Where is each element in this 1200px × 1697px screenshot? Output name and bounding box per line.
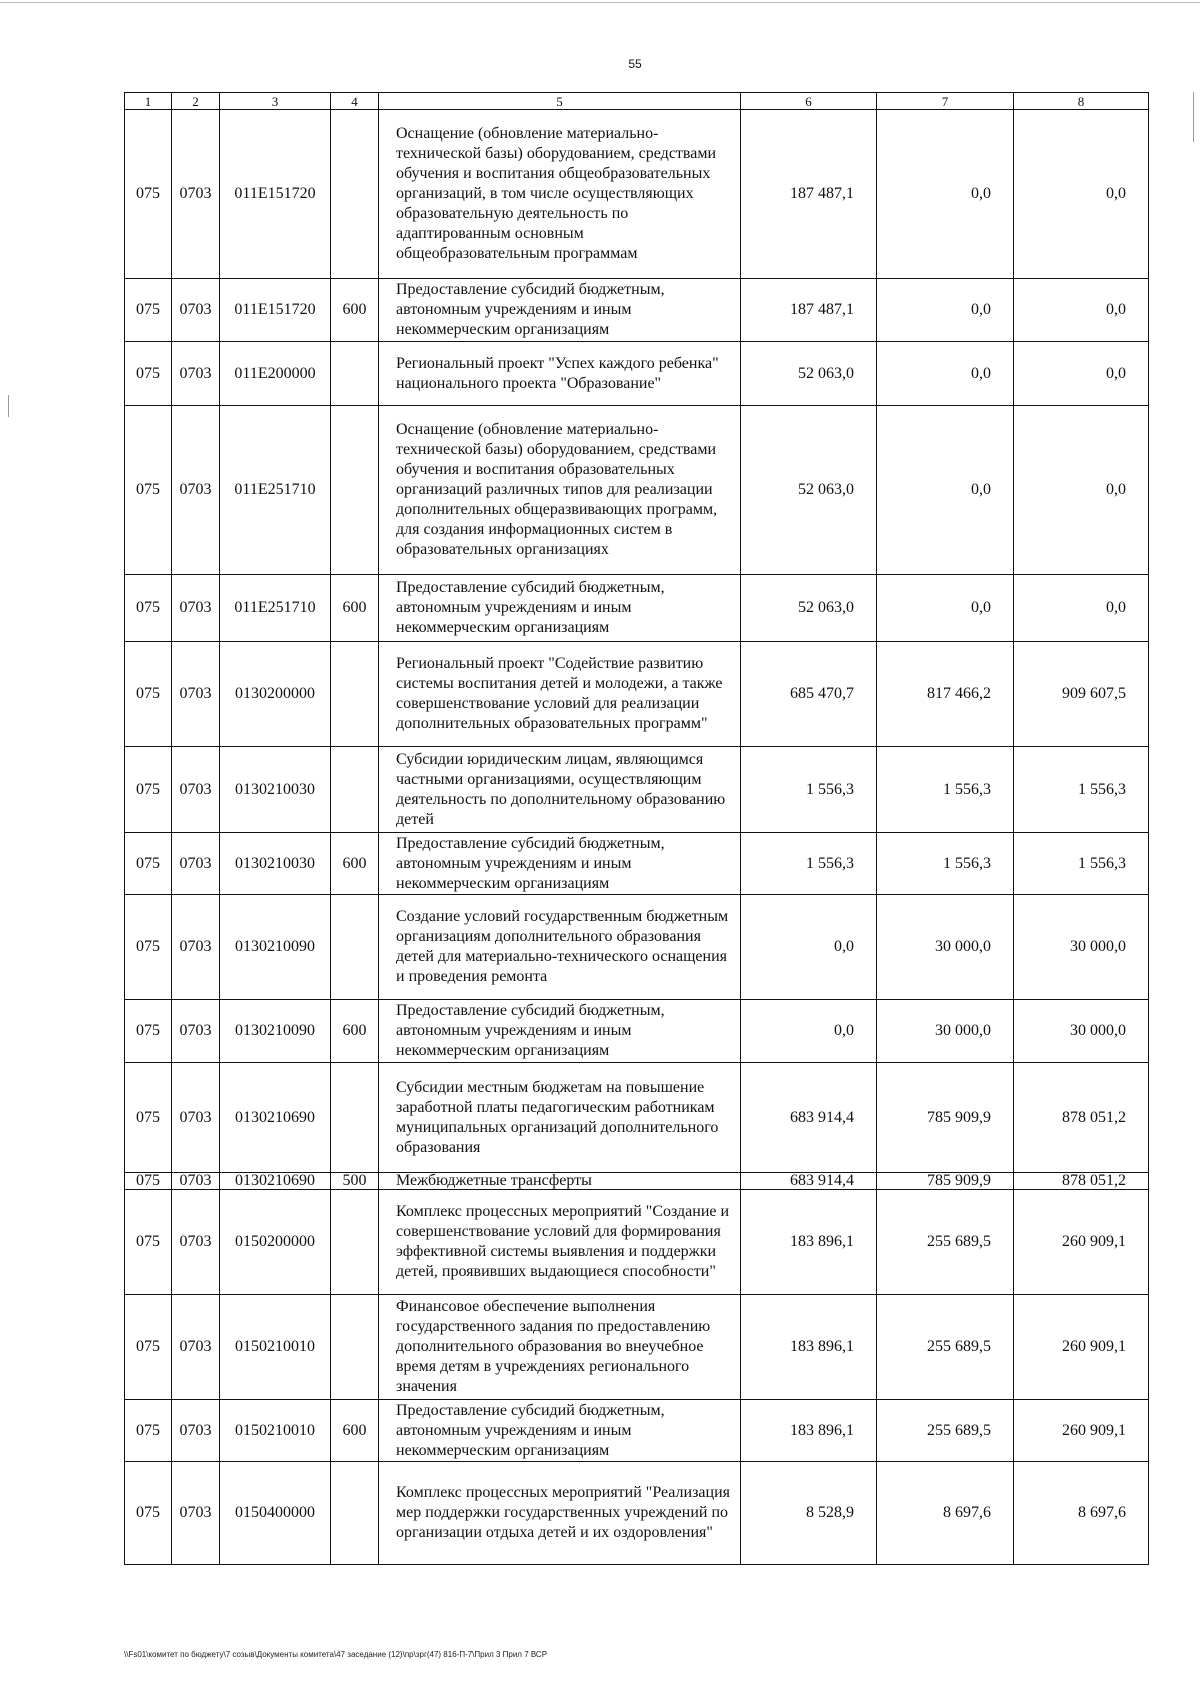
target-article-cell: 0130210090 [220,895,331,1000]
ministry-code-cell: 075 [125,642,172,747]
description-cell: Региональный проект "Содействие развитию системы воспитания детей и молодежи, а также совершенствование условий для реализации дополнительных образовательных программ" [379,642,741,747]
table-row [125,1173,1149,1190]
amount-col8-cell: 878 051,2 [1014,1173,1149,1190]
table-row [125,895,1149,1000]
description-cell: Межбюджетные трансферты [379,1173,741,1190]
amount-col6-cell: 187 487,1 [741,110,877,279]
target-article-cell: 0130210030 [220,833,331,895]
table-row [125,642,1149,747]
amount-col7-cell: 30 000,0 [877,1000,1014,1063]
amount-col8-cell: 909 607,5 [1014,642,1149,747]
amount-col6-cell: 183 896,1 [741,1295,877,1400]
column-header: 3 [220,93,331,110]
expense-type-cell [331,747,379,833]
amount-col6-cell: 52 063,0 [741,575,877,642]
page-number: 55 [628,57,642,71]
section-code-cell: 0703 [172,747,220,833]
description-cell: Субсидии местным бюджетам на повышение заработной платы педагогическим работникам муниципальных организаций дополнительного образования [379,1063,741,1173]
expense-type-cell [331,1295,379,1400]
budget-table [124,92,1149,1565]
description-cell: Оснащение (обновление материально-технической базы) оборудованием, средствами обучения и воспитания образовательных организаций различных типов для реализации дополнительных общеразвивающих программ, для создания информационных систем в образовательных организациях [379,406,741,575]
amount-col7-cell: 255 689,5 [877,1190,1014,1295]
ministry-code-cell: 075 [125,279,172,342]
column-header: 5 [379,93,741,110]
ministry-code-cell: 075 [125,342,172,406]
amount-col7-cell: 785 909,9 [877,1173,1014,1190]
table-row [125,747,1149,833]
target-article-cell: 0150210010 [220,1400,331,1462]
expense-type-cell: 500 [331,1173,379,1190]
amount-col8-cell: 0,0 [1014,110,1149,279]
table-row [125,342,1149,406]
amount-col8-cell: 0,0 [1014,279,1149,342]
section-code-cell: 0703 [172,406,220,575]
section-code-cell: 0703 [172,1400,220,1462]
target-article-cell: 0130210690 [220,1173,331,1190]
top-scan-edge [0,2,1200,3]
amount-col8-cell: 1 556,3 [1014,833,1149,895]
ministry-code-cell: 075 [125,747,172,833]
ministry-code-cell: 075 [125,575,172,642]
section-code-cell: 0703 [172,1000,220,1063]
description-cell: Оснащение (обновление материально-технической базы) оборудованием, средствами обучения и воспитания общеобразовательных организаций, в том числе осуществляющих образовательную деятельность по адаптированным основным общеобразовательным программам [379,110,741,279]
section-code-cell: 0703 [172,110,220,279]
ministry-code-cell: 075 [125,406,172,575]
amount-col6-cell: 1 556,3 [741,833,877,895]
section-code-cell: 0703 [172,575,220,642]
amount-col8-cell: 0,0 [1014,575,1149,642]
expense-type-cell [331,1190,379,1295]
amount-col6-cell: 52 063,0 [741,406,877,575]
expense-type-cell: 600 [331,1000,379,1063]
target-article-cell: 011E151720 [220,279,331,342]
right-margin-mark [1193,92,1194,142]
description-cell: Создание условий государственным бюджетным организациям дополнительного образования детей для материально-технического оснащения и проведения ремонта [379,895,741,1000]
left-margin-mark [8,395,9,417]
target-article-cell: 0150200000 [220,1190,331,1295]
expense-type-cell: 600 [331,279,379,342]
table-row [125,1295,1149,1400]
target-article-cell: 0150400000 [220,1462,331,1565]
description-cell: Финансовое обеспечение выполнения государственного задания по предоставлению дополнительного образования во внеучебное время детям в учреждениях регионального значения [379,1295,741,1400]
section-code-cell: 0703 [172,1190,220,1295]
amount-col8-cell: 30 000,0 [1014,1000,1149,1063]
description-cell: Предоставление субсидий бюджетным, автономным учреждениям и иным некоммерческим организациям [379,833,741,895]
amount-col7-cell: 255 689,5 [877,1400,1014,1462]
amount-col7-cell: 255 689,5 [877,1295,1014,1400]
ministry-code-cell: 075 [125,1190,172,1295]
ministry-code-cell: 075 [125,1400,172,1462]
amount-col7-cell: 0,0 [877,575,1014,642]
target-article-cell: 0130210030 [220,747,331,833]
expense-type-cell [331,642,379,747]
column-header: 7 [877,93,1014,110]
expense-type-cell [331,406,379,575]
column-header: 2 [172,93,220,110]
expense-type-cell: 600 [331,1400,379,1462]
target-article-cell: 011E151720 [220,110,331,279]
amount-col8-cell: 260 909,1 [1014,1295,1149,1400]
column-header: 4 [331,93,379,110]
amount-col7-cell: 0,0 [877,110,1014,279]
table-row [125,1000,1149,1063]
amount-col6-cell: 183 896,1 [741,1400,877,1462]
amount-col8-cell: 260 909,1 [1014,1400,1149,1462]
table-row [125,110,1149,279]
column-header: 1 [125,93,172,110]
amount-col7-cell: 8 697,6 [877,1462,1014,1565]
amount-col8-cell: 1 556,3 [1014,747,1149,833]
expense-type-cell: 600 [331,575,379,642]
amount-col6-cell: 683 914,4 [741,1173,877,1190]
section-code-cell: 0703 [172,342,220,406]
ministry-code-cell: 075 [125,1063,172,1173]
target-article-cell: 011E251710 [220,575,331,642]
target-article-cell: 011E251710 [220,406,331,575]
amount-col6-cell: 683 914,4 [741,1063,877,1173]
column-number-row [125,93,1149,110]
section-code-cell: 0703 [172,642,220,747]
amount-col7-cell: 30 000,0 [877,895,1014,1000]
column-header: 6 [741,93,877,110]
amount-col6-cell: 183 896,1 [741,1190,877,1295]
target-article-cell: 0130210690 [220,1063,331,1173]
amount-col6-cell: 0,0 [741,1000,877,1063]
table-row [125,1063,1149,1173]
expense-type-cell [331,1462,379,1565]
section-code-cell: 0703 [172,833,220,895]
expense-type-cell [331,1063,379,1173]
expense-type-cell [331,342,379,406]
description-cell: Предоставление субсидий бюджетным, автономным учреждениям и иным некоммерческим организациям [379,1400,741,1462]
amount-col8-cell: 878 051,2 [1014,1063,1149,1173]
table-row [125,833,1149,895]
table-row [125,1462,1149,1565]
expense-type-cell [331,895,379,1000]
ministry-code-cell: 075 [125,895,172,1000]
description-cell: Предоставление субсидий бюджетным, автономным учреждениям и иным некоммерческим организациям [379,1000,741,1063]
description-cell: Субсидии юридическим лицам, являющимся частными организациями, осуществляющим деятельность по дополнительному образованию детей [379,747,741,833]
amount-col7-cell: 0,0 [877,279,1014,342]
ministry-code-cell: 075 [125,1000,172,1063]
amount-col6-cell: 52 063,0 [741,342,877,406]
table-row [125,1400,1149,1462]
table-row [125,279,1149,342]
expense-type-cell: 600 [331,833,379,895]
section-code-cell: 0703 [172,1173,220,1190]
target-article-cell: 0150210010 [220,1295,331,1400]
target-article-cell: 0130210090 [220,1000,331,1063]
table-row [125,575,1149,642]
budget-table-wrapper [124,92,1148,1565]
amount-col6-cell: 685 470,7 [741,642,877,747]
amount-col8-cell: 0,0 [1014,406,1149,575]
ministry-code-cell: 075 [125,833,172,895]
column-header: 8 [1014,93,1149,110]
expense-type-cell [331,110,379,279]
section-code-cell: 0703 [172,1295,220,1400]
section-code-cell: 0703 [172,1063,220,1173]
ministry-code-cell: 075 [125,1462,172,1565]
ministry-code-cell: 075 [125,110,172,279]
amount-col7-cell: 0,0 [877,406,1014,575]
section-code-cell: 0703 [172,279,220,342]
description-cell: Предоставление субсидий бюджетным, автономным учреждениям и иным некоммерческим организациям [379,575,741,642]
amount-col6-cell: 0,0 [741,895,877,1000]
description-cell: Комплекс процессных мероприятий "Реализация мер поддержки государственных учреждений по организации отдыха детей и их оздоровления" [379,1462,741,1565]
amount-col7-cell: 1 556,3 [877,833,1014,895]
ministry-code-cell: 075 [125,1173,172,1190]
table-row [125,406,1149,575]
amount-col7-cell: 785 909,9 [877,1063,1014,1173]
section-code-cell: 0703 [172,895,220,1000]
amount-col7-cell: 1 556,3 [877,747,1014,833]
amount-col6-cell: 1 556,3 [741,747,877,833]
amount-col8-cell: 260 909,1 [1014,1190,1149,1295]
ministry-code-cell: 075 [125,1295,172,1400]
file-path-footer: \\Fs01\комитет по бюджету\7 созыв\Документы комитета\47 заседание (12)\пр\зрг(47) 816-П-7\Прил 3 Прил 7 ВСР [124,1650,548,1659]
amount-col8-cell: 0,0 [1014,342,1149,406]
amount-col8-cell: 30 000,0 [1014,895,1149,1000]
section-code-cell: 0703 [172,1462,220,1565]
description-cell: Региональный проект "Успех каждого ребенка" национального проекта "Образование" [379,342,741,406]
target-article-cell: 011E200000 [220,342,331,406]
amount-col6-cell: 187 487,1 [741,279,877,342]
amount-col8-cell: 8 697,6 [1014,1462,1149,1565]
description-cell: Предоставление субсидий бюджетным, автономным учреждениям и иным некоммерческим организациям [379,279,741,342]
amount-col7-cell: 0,0 [877,342,1014,406]
amount-col7-cell: 817 466,2 [877,642,1014,747]
amount-col6-cell: 8 528,9 [741,1462,877,1565]
table-row [125,1190,1149,1295]
description-cell: Комплекс процессных мероприятий "Создание и совершенствование условий для формирования эффективной системы выявления и поддержки детей, проявивших выдающиеся способности" [379,1190,741,1295]
target-article-cell: 0130200000 [220,642,331,747]
